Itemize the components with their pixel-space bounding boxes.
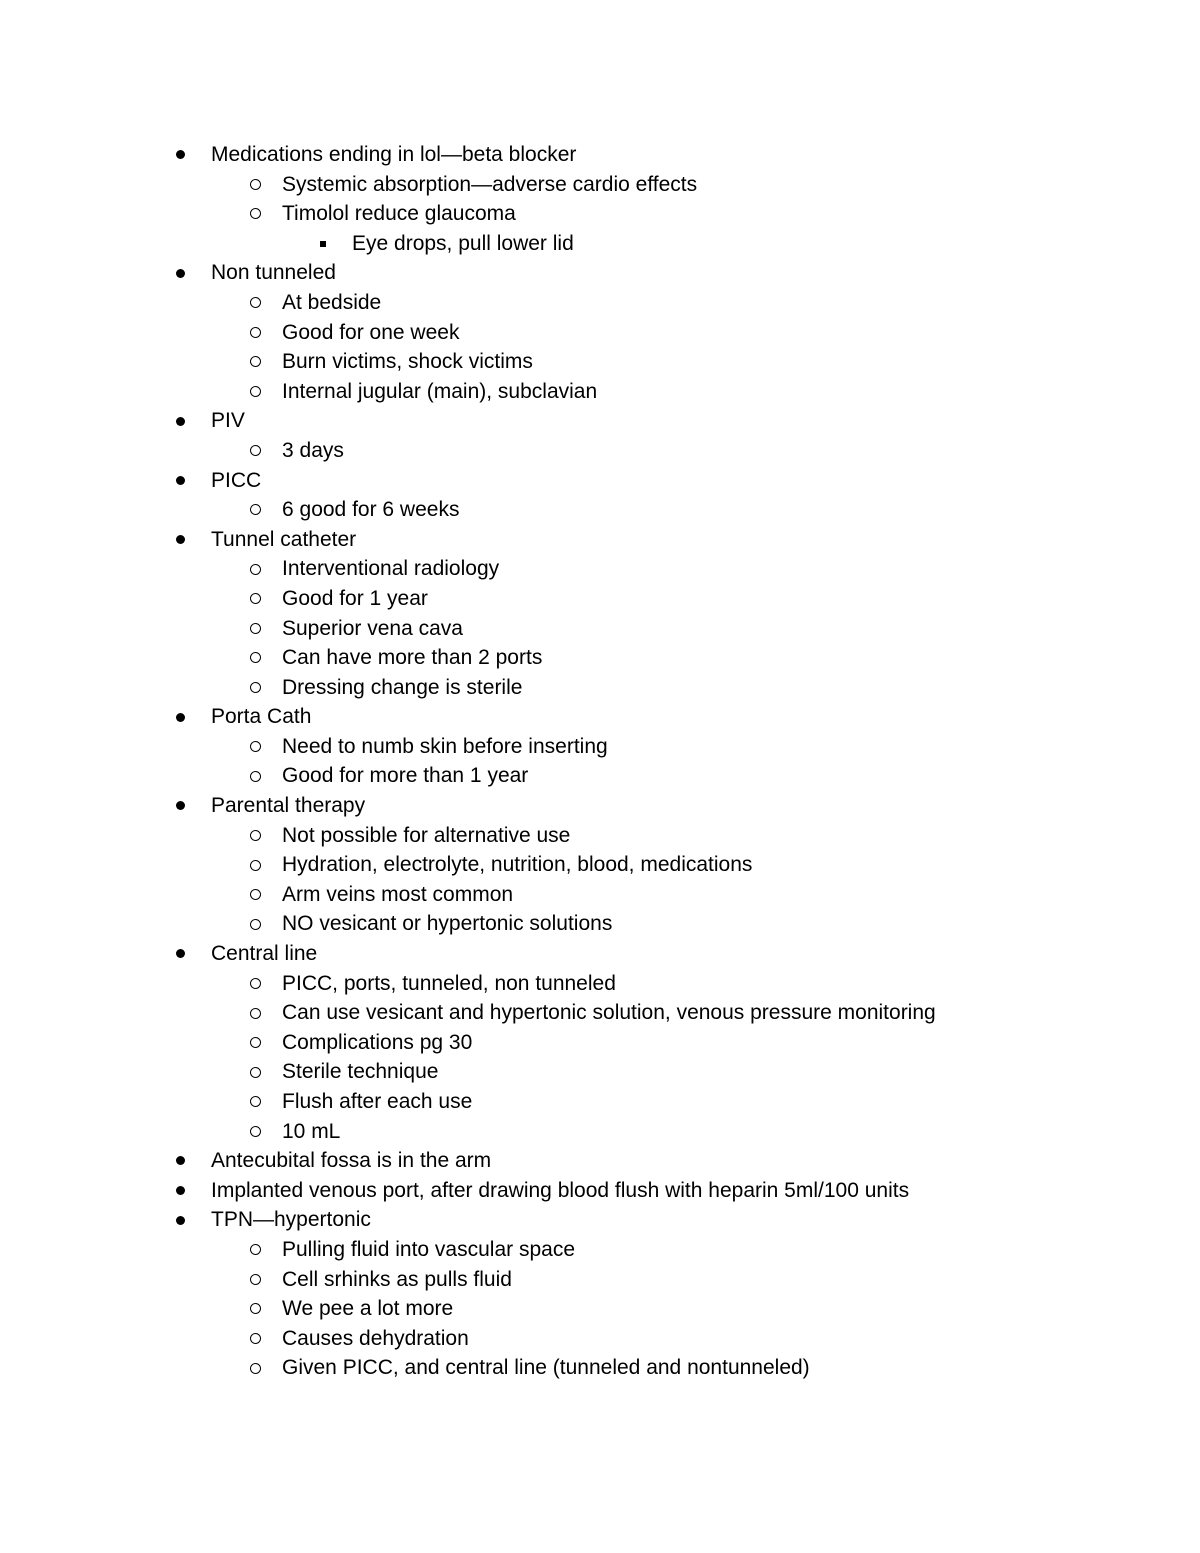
bullet-circle-icon-glyph	[250, 297, 261, 308]
bullet-circle-icon-glyph	[250, 889, 261, 900]
sub-list-item	[0, 732, 1200, 762]
bullet-circle-icon	[245, 1235, 265, 1265]
bullet-dot-icon	[170, 702, 190, 732]
list-item-text: Porta Cath	[211, 705, 312, 729]
list-item-text: Central line	[211, 942, 318, 966]
bullet-circle-icon-glyph	[250, 1244, 261, 1255]
bullet-circle-icon	[245, 318, 265, 348]
sub-list-item	[0, 377, 1200, 407]
bullet-dot-icon-glyph	[176, 476, 185, 485]
list-item	[0, 1205, 1200, 1235]
bullet-dot-icon-glyph	[176, 269, 185, 278]
list-item-text: Eye drops, pull lower lid	[352, 231, 574, 255]
list-item-text: PICC, ports, tunneled, non tunneled	[282, 971, 616, 995]
list-item-text: PICC	[211, 468, 262, 492]
sub-list-item	[0, 998, 1200, 1028]
bullet-circle-icon	[245, 1265, 265, 1295]
bullet-dot-icon	[170, 1176, 190, 1206]
sub-list-item	[0, 614, 1200, 644]
bullet-dot-icon	[170, 1205, 190, 1235]
sub-list-item	[0, 288, 1200, 318]
list-item-text: Complications pg 30	[282, 1030, 473, 1054]
sub-list-item	[0, 1087, 1200, 1117]
bullet-square-icon-glyph	[320, 241, 326, 247]
sub-list-item	[0, 821, 1200, 851]
sub-list-item	[0, 1265, 1200, 1295]
bullet-circle-icon	[245, 1324, 265, 1354]
sub-list-item	[0, 1324, 1200, 1354]
list-item-text: Given PICC, and central line (tunneled and nontunneled)	[282, 1356, 810, 1380]
bullet-circle-icon-glyph	[250, 1333, 261, 1344]
list-item-text: Need to numb skin before inserting	[282, 734, 608, 758]
bullet-circle-icon	[245, 909, 265, 939]
sub-list-item	[0, 1028, 1200, 1058]
list-item-text: Arm veins most common	[282, 882, 514, 906]
bullet-circle-icon-glyph	[250, 1067, 261, 1078]
list-item-text: Hydration, electrolyte, nutrition, blood, medications	[282, 853, 753, 877]
bullet-circle-icon-glyph	[250, 593, 261, 604]
bullet-circle-icon-glyph	[250, 771, 261, 782]
bullet-circle-icon-glyph	[250, 682, 261, 693]
list-item	[0, 258, 1200, 288]
list-item-text: Non tunneled	[211, 261, 336, 285]
bullet-circle-icon-glyph	[250, 623, 261, 634]
bullet-circle-icon-glyph	[250, 978, 261, 989]
list-item-text: 6 good for 6 weeks	[282, 498, 460, 522]
list-item-text: Superior vena cava	[282, 616, 463, 640]
bullet-circle-icon-glyph	[250, 1363, 261, 1374]
bullet-circle-icon-glyph	[250, 356, 261, 367]
bullet-circle-icon	[245, 1087, 265, 1117]
bullet-circle-icon-glyph	[250, 504, 261, 515]
sub-list-item	[0, 1294, 1200, 1324]
bullet-dot-icon-glyph	[176, 949, 185, 958]
bullet-circle-icon	[245, 761, 265, 791]
bullet-circle-icon-glyph	[250, 860, 261, 871]
sub-list-item	[0, 969, 1200, 999]
sub-list-item	[0, 1235, 1200, 1265]
bullet-dot-icon-glyph	[176, 1186, 185, 1195]
bullet-circle-icon-glyph	[250, 652, 261, 663]
bullet-circle-icon-glyph	[250, 830, 261, 841]
bullet-dot-icon	[170, 791, 190, 821]
bullet-circle-icon-glyph	[250, 1008, 261, 1019]
list-item-text: Interventional radiology	[282, 557, 500, 581]
bullet-circle-icon	[245, 1353, 265, 1383]
bullet-circle-icon	[245, 347, 265, 377]
list-item-text: Good for 1 year	[282, 586, 428, 610]
list-item-text: Parental therapy	[211, 794, 366, 818]
list-item-text: Dressing change is sterile	[282, 675, 523, 699]
bullet-circle-icon	[245, 288, 265, 318]
bullet-circle-icon	[245, 673, 265, 703]
bullet-circle-icon-glyph	[250, 1303, 261, 1314]
bullet-circle-icon	[245, 1294, 265, 1324]
list-item-text: Medications ending in lol—beta blocker	[211, 143, 577, 166]
bullet-circle-icon	[245, 1117, 265, 1147]
bullet-circle-icon	[245, 554, 265, 584]
bullet-circle-icon-glyph	[250, 1096, 261, 1107]
bullet-dot-icon-glyph	[176, 535, 185, 544]
list-item-text: Internal jugular (main), subclavian	[282, 379, 598, 403]
sub-list-item	[0, 436, 1200, 466]
bullet-dot-icon-glyph	[176, 150, 185, 159]
sub-list-item	[0, 673, 1200, 703]
sub-list-item	[0, 495, 1200, 525]
bullet-circle-icon-glyph	[250, 327, 261, 338]
list-item-text: Can use vesicant and hypertonic solution, venous pressure monitoring	[282, 1001, 936, 1025]
bullet-square-icon	[313, 229, 333, 259]
list-item	[0, 1146, 1200, 1176]
bullet-circle-icon	[245, 377, 265, 407]
list-item	[0, 466, 1200, 496]
sub-list-item	[0, 170, 1200, 200]
bullet-dot-icon	[170, 140, 190, 170]
sub-list-item	[0, 554, 1200, 584]
list-item-text: Good for more than 1 year	[282, 764, 529, 788]
bullet-list	[0, 140, 1200, 1383]
bullet-dot-icon-glyph	[176, 801, 185, 810]
list-item-text: Cell srhinks as pulls fluid	[282, 1267, 512, 1291]
list-item-text: Good for one week	[282, 320, 460, 344]
list-item-text: 3 days	[282, 438, 344, 462]
sub-sub-list-item	[0, 229, 1200, 259]
bullet-dot-icon	[170, 466, 190, 496]
bullet-circle-icon-glyph	[250, 386, 261, 397]
list-item-text: Sterile technique	[282, 1060, 439, 1084]
bullet-dot-icon-glyph	[176, 1216, 185, 1225]
bullet-circle-icon-glyph	[250, 919, 261, 930]
bullet-dot-icon	[170, 939, 190, 969]
bullet-circle-icon	[245, 495, 265, 525]
list-item-text: Burn victims, shock victims	[282, 350, 533, 374]
list-item-text: Antecubital fossa is in the arm	[211, 1149, 492, 1173]
list-item-text: We pee a lot more	[282, 1297, 454, 1321]
bullet-circle-icon-glyph	[250, 1274, 261, 1285]
list-item-text: Pulling fluid into vascular space	[282, 1237, 575, 1261]
sub-list-item	[0, 1057, 1200, 1087]
bullet-dot-icon-glyph	[176, 713, 185, 722]
bullet-circle-icon-glyph	[250, 564, 261, 575]
bullet-circle-icon	[245, 1028, 265, 1058]
bullet-circle-icon	[245, 643, 265, 673]
bullet-circle-icon	[245, 614, 265, 644]
sub-list-item	[0, 1117, 1200, 1147]
bullet-circle-icon	[245, 732, 265, 762]
sub-list-item	[0, 199, 1200, 229]
list-item-text: Causes dehydration	[282, 1326, 469, 1350]
sub-list-item	[0, 347, 1200, 377]
list-item-text: At bedside	[282, 290, 382, 314]
bullet-circle-icon	[245, 1057, 265, 1087]
bullet-circle-icon-glyph	[250, 1126, 261, 1137]
list-item	[0, 406, 1200, 436]
list-item-text: Timolol reduce glaucoma	[282, 202, 516, 226]
list-item-text: PIV	[211, 409, 245, 433]
bullet-dot-icon-glyph	[176, 417, 185, 426]
list-item	[0, 791, 1200, 821]
bullet-circle-icon	[245, 998, 265, 1028]
bullet-dot-icon-glyph	[176, 1156, 185, 1165]
list-item-text: Can have more than 2 ports	[282, 646, 543, 670]
list-item-text: Systemic absorption—adverse cardio effects	[282, 172, 698, 196]
bullet-circle-icon	[245, 170, 265, 200]
bullet-circle-icon-glyph	[250, 741, 261, 752]
sub-list-item	[0, 584, 1200, 614]
bullet-circle-icon-glyph	[250, 1037, 261, 1048]
bullet-dot-icon	[170, 1146, 190, 1176]
bullet-circle-icon-glyph	[250, 208, 261, 219]
bullet-circle-icon	[245, 880, 265, 910]
sub-list-item	[0, 1353, 1200, 1383]
bullet-circle-icon	[245, 821, 265, 851]
sub-list-item	[0, 761, 1200, 791]
list-item	[0, 140, 1200, 170]
bullet-circle-icon-glyph	[250, 179, 261, 190]
list-item-text: NO vesicant or hypertonic solutions	[282, 912, 613, 936]
bullet-circle-icon	[245, 850, 265, 880]
list-item-text: Implanted venous port, after drawing blood flush with heparin 5ml/100 units	[211, 1178, 910, 1202]
list-item-text: 10 mL	[282, 1119, 341, 1143]
sub-list-item	[0, 909, 1200, 939]
list-item	[0, 1176, 1200, 1206]
bullet-circle-icon	[245, 199, 265, 229]
sub-list-item	[0, 318, 1200, 348]
bullet-circle-icon	[245, 436, 265, 466]
list-item-text: TPN—hypertonic	[211, 1208, 371, 1232]
sub-list-item	[0, 643, 1200, 673]
sub-list-item	[0, 850, 1200, 880]
bullet-circle-icon	[245, 969, 265, 999]
bullet-dot-icon	[170, 525, 190, 555]
bullet-circle-icon-glyph	[250, 445, 261, 456]
bullet-dot-icon	[170, 406, 190, 436]
list-item-text: Flush after each use	[282, 1090, 473, 1113]
bullet-dot-icon	[170, 258, 190, 288]
list-item-text: Tunnel catheter	[211, 527, 357, 551]
sub-list-item	[0, 880, 1200, 910]
list-item-text: Not possible for alternative use	[282, 823, 571, 847]
list-item	[0, 939, 1200, 969]
bullet-circle-icon	[245, 584, 265, 614]
list-item	[0, 702, 1200, 732]
list-item	[0, 525, 1200, 555]
